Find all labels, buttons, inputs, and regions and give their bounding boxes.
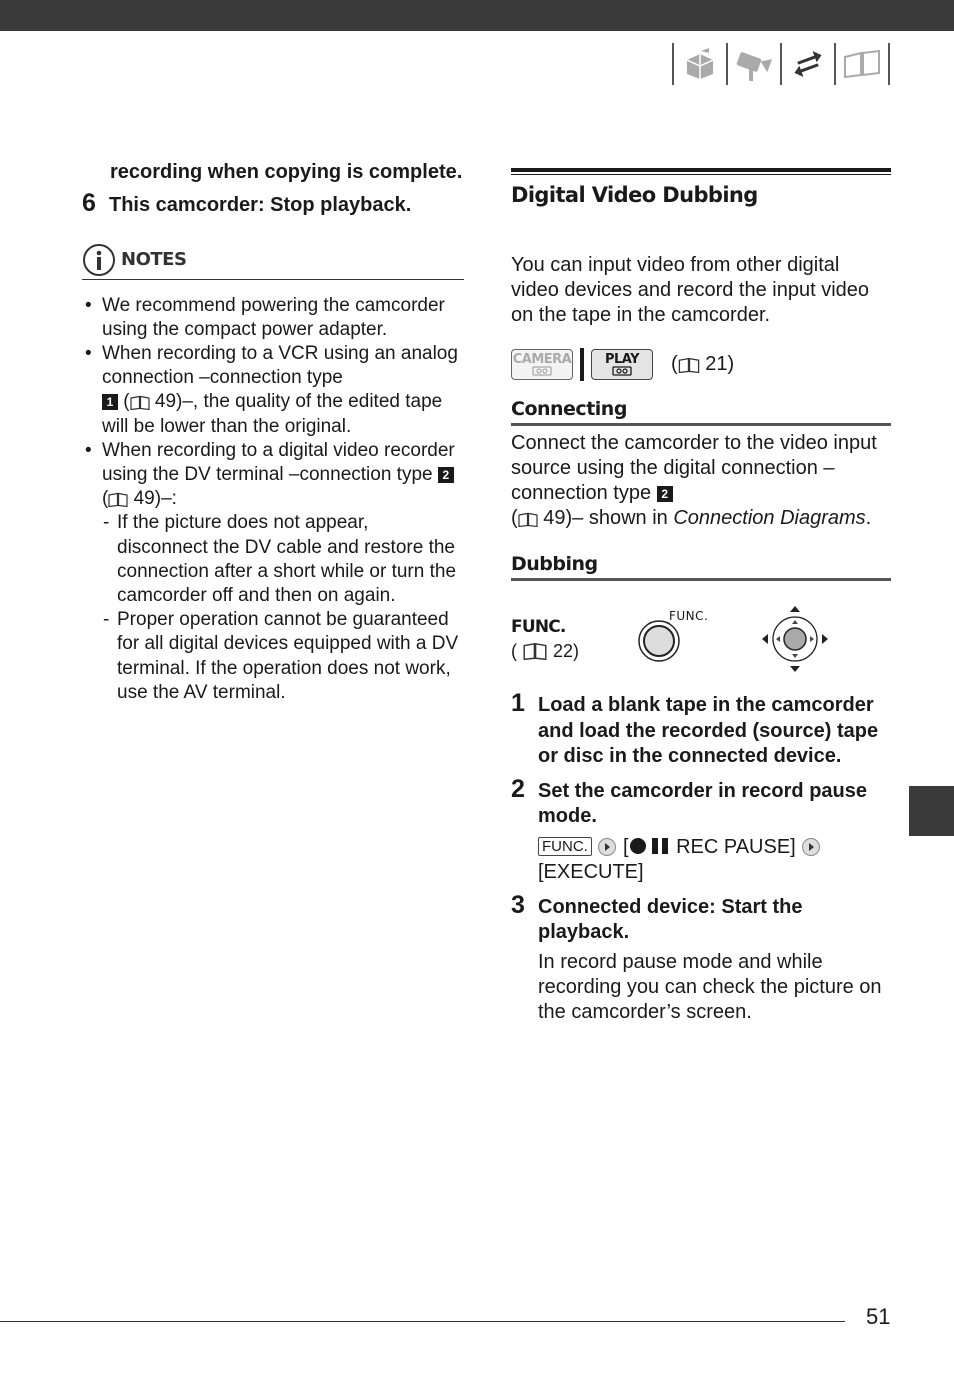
step-text: This camcorder: Stop playback. [109,194,412,216]
page-reference: 49)–: [133,488,177,510]
play-mode-button: PLAY [591,349,653,380]
note-item: • When recording to a digital video recorder using the DV terminal –connection type 2 ( 49)–: - If the picture does not appear, disconnect the DV cable and restore the connection after a short while or turn the camcorder off and then on again. - Proper operation cannot be guaranteed for all digital devices equipped with a DV terminal. If the operation does not work, use the AV terminal. [82,439,464,705]
chapter-icons [672,43,890,85]
note-text: We recommend powering the camcorder using the compact power adapter. [102,294,445,340]
book-icon [130,395,150,410]
book-icon [108,492,128,507]
notes-list [82,294,464,705]
step-3-detail: In record pause mode and while recording you can check the picture on the camcorder’s screen. [538,950,882,1023]
note-text: When recording to a digital video recorder using the DV terminal –connection type [102,439,455,485]
note-sublist [102,511,464,705]
step-2-procedure: FUNC. [ REC PAUSE] [EXECUTE] [511,835,891,885]
func-page-reference: ( 22) [511,641,580,661]
note-item [82,294,464,342]
section-rule [511,168,891,175]
step-2 [511,774,891,830]
book-icon [522,642,548,660]
page-reference: 49)–, the quality of the edited tape will be lower than the original. [102,391,443,437]
dubbing-title: Dubbing [511,553,891,581]
connection-type-badge: 2 [657,486,673,502]
step-text: Set the camcorder in record pause mode. [538,779,868,827]
step-number: 2 [511,774,525,803]
sub-note-item: - Proper operation cannot be guaranteed for all digital devices equipped with a DV terminal. If the operation does not work, use the AV terminal. [102,608,464,705]
connection-type-badge: 1 [102,394,118,410]
connecting-title: Connecting [511,398,891,426]
func-label: FUNC. [511,617,566,637]
tape-icon [532,366,552,376]
sub-note-item: - If the picture does not appear, disconnect the DV cable and restore the connection after a short while or turn the camcorder off and then on again. [102,511,464,608]
notes-heading [82,243,464,280]
notes-label: NOTES [121,249,187,270]
step-text: Connected device: Start the playback. [538,895,803,943]
mode-indicator-row [511,348,891,381]
page-number: 51 [866,1304,891,1329]
func-row [511,605,891,685]
joystick-icon [759,603,831,675]
next-arrow-icon [801,837,821,857]
right-column [511,168,891,1025]
camera-mode-button: CAMERA [511,349,573,380]
intro-text: You can input video from other digital video devices and record the input video on the tape in the camcorder. [511,254,870,326]
top-bar [0,0,954,31]
func-button-caption: FUNC. [669,609,709,623]
footer-rule [0,1321,845,1322]
chapter-side-tab [909,786,954,836]
connection-type-badge: 2 [438,467,454,483]
connection-arrows-icon [780,43,834,85]
step-text: Load a blank tape in the camcorder and load the recorded (source) tape or disc in the connected device. [538,694,879,767]
step-1 [511,689,891,770]
step-6 [82,189,464,219]
step-number: 1 [511,689,525,717]
note-text: When recording to a VCR using an analog connection –connection type [102,342,458,389]
next-arrow-icon [597,837,617,857]
step-number: 6 [82,189,96,217]
box-icon [672,43,726,85]
camcorder-icon [726,43,780,85]
record-pause-icon [629,837,671,855]
book-icon [834,43,890,85]
menu-item-label: REC PAUSE] [676,835,796,858]
step-3 [511,890,891,946]
func-button-icon [637,619,681,663]
mode-page-reference: ( 21) [671,353,735,375]
section-title: Digital Video Dubbing [511,183,758,207]
execute-label: [EXECUTE] [538,860,644,883]
note-item: • When recording to a VCR using an analog connection –connection type 1 ( 49)–, the quality of the edited tape will be lower than the original. [82,342,464,439]
info-icon [82,243,116,277]
left-column [82,160,464,705]
step-number: 3 [511,890,525,919]
func-chip: FUNC. [538,837,592,856]
mode-separator [580,348,584,381]
book-icon [678,357,700,373]
tape-icon [612,366,632,376]
step-5-continued: recording when copying is complete. [110,161,463,183]
connecting-text: Connect the camcorder to the video input source using the digital connection –connection type 2 ( 49)– shown in Connection Diagrams. [511,432,877,529]
book-icon [518,512,538,527]
